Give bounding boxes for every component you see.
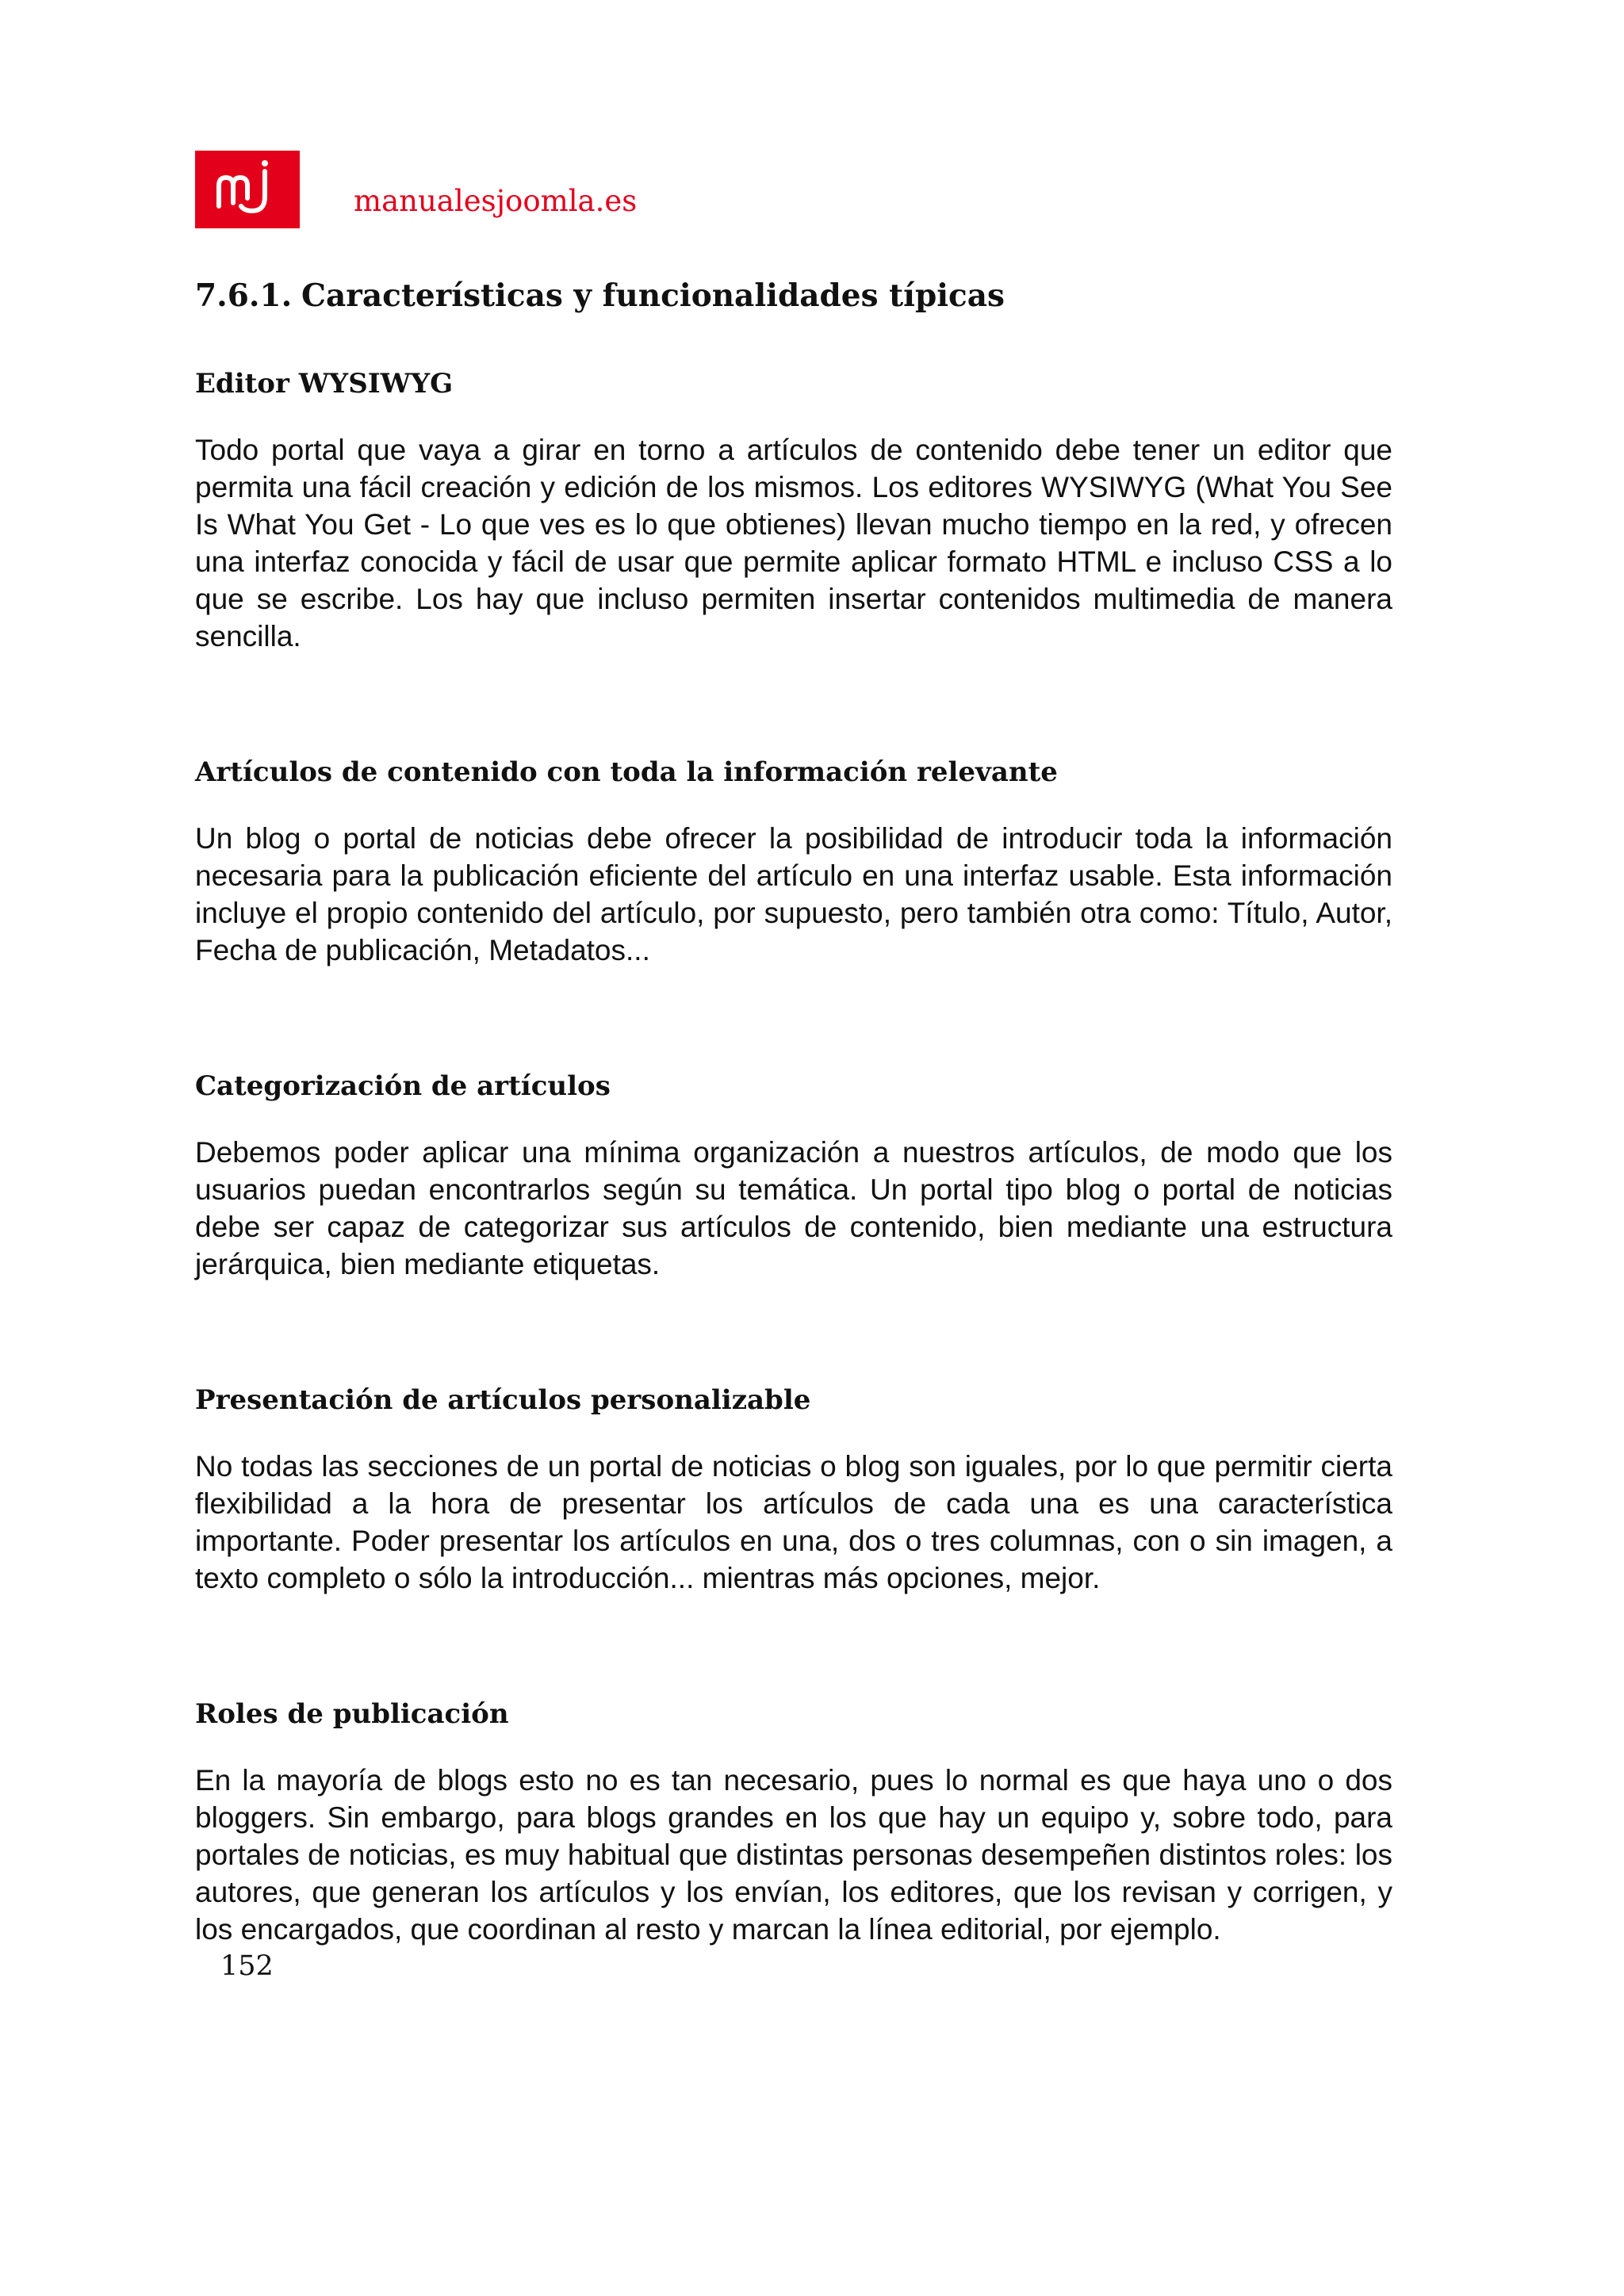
section-title: Características y funcionalidades típicas — [301, 277, 1005, 314]
section-number: 7.6.1. — [195, 277, 293, 314]
mj-logo-icon — [195, 151, 300, 228]
subsection-heading: Categorización de artículos — [195, 1070, 611, 1102]
paragraph: En la mayoría de blogs esto no es tan necesario, pues lo normal es que haya uno o dos bloggers. Sin embargo, para blogs grandes en los que hay un equipo y, sobre todo, para portales de noticias, es muy habitual que distintas personas desempeñen distintos roles: los autores, que generan los artículos y los envían, los editores, que los revisan y corrigen, y los encargados, que coordinan al resto y marcan la línea editorial, por ejemplo. — [195, 1764, 1392, 1946]
subsection-heading: Roles de publicación — [195, 1698, 509, 1730]
paragraph: Un blog o portal de noticias debe ofrecer la posibilidad de introducir toda la información necesaria para la publicación eficiente del artículo en una interfaz usable. Esta información incluye el propio contenido del artículo, por supuesto, pero también otra como: Título, Autor, Fecha de publicación, Metadatos... — [195, 822, 1392, 966]
document-content — [195, 277, 1392, 1948]
subsection-heading: Editor WYSIWYG — [195, 368, 454, 400]
subsection-heading: Presentación de artículos personalizable — [195, 1384, 811, 1416]
paragraph: Debemos poder aplicar una mínima organización a nuestros artículos, de modo que los usuarios puedan encontrarlos según su temática. Un portal tipo blog o portal de noticias debe ser capaz de categorizar sus artículos de contenido, bien mediante una estructura jerárquica, bien mediante etiquetas. — [195, 1136, 1392, 1280]
site-name: manualesjoomla.es — [354, 184, 638, 218]
section-heading — [195, 277, 1392, 314]
paragraph: Todo portal que vaya a girar en torno a artículos de contenido debe tener un editor que permita una fácil creación y edición de los mismos. Los editores WYSIWYG (What You See Is What You Get - Lo que ves es lo que obtienes) llevan mucho tiempo en la red, y ofrecen una interfaz conocida y fácil de usar que permite aplicar formato HTML e incluso CSS a lo que se escribe. Los hay que incluso permiten insertar contenidos multimedia de manera sencilla. — [195, 434, 1392, 652]
paragraph: No todas las secciones de un portal de noticias o blog son iguales, por lo que permitir cierta flexibilidad a la hora de presentar los artículos de cada una es una característica importante. Poder presentar los artículos en una, dos o tres columnas, con o sin imagen, a texto completo o sólo la introducción... mientras más opciones, mejor. — [195, 1450, 1392, 1594]
subsection-heading: Artículos de contenido con toda la información relevante — [195, 756, 1058, 788]
page-number: 152 — [220, 1950, 274, 1982]
page-header — [195, 151, 1385, 230]
